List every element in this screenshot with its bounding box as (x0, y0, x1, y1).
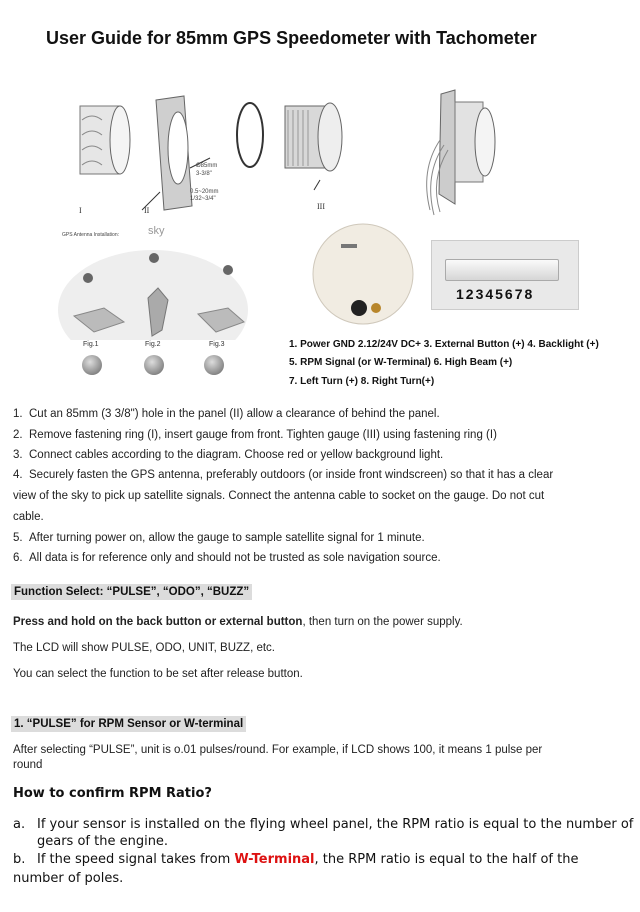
rpm-item-b-line-2: number of poles. (13, 871, 124, 886)
installation-diagram (60, 80, 580, 220)
sky-label: sky (148, 225, 165, 237)
instruction-item: cable. (13, 511, 44, 523)
pulse-line-2: round (13, 759, 43, 771)
assembled-gauge-drawing (427, 90, 495, 215)
page-title: User Guide for 85mm GPS Speedometer with Tachometer (46, 28, 537, 48)
dim-thickness: 0.5~20mm (190, 189, 219, 195)
instruction-item: 3. Connect cables according to the diagram. Choose red or yellow background light. (13, 449, 444, 461)
instruction-item: 5. After turning power on, allow the gauge to sample satellite signal for 1 minute. (13, 532, 425, 544)
antenna-diagram (58, 240, 248, 340)
function-select-line-2: The LCD will show PULSE, ODO, UNIT, BUZZ, etc. (13, 642, 276, 654)
smiley-face-icon (144, 355, 164, 375)
function-select-heading: Function Select: “PULSE”, “ODO”, “BUZZ” (11, 584, 252, 600)
antenna-caption: GPS Antenna Installation: (62, 232, 119, 238)
function-select-line-3: You can select the function to be set after release button. (13, 668, 303, 680)
rpm-item-a-line-2: gears of the engine. (37, 834, 169, 849)
pulse-line-1: After selecting “PULSE”, unit is o.01 pulses/round. For example, if LCD shows 100, it means 1 pulse per (13, 744, 543, 756)
instruction-item: 2. Remove fastening ring (I), insert gauge from front. Tighten gauge (III) using fastening ring (I) (13, 429, 497, 441)
fastening-ring-drawing (80, 106, 130, 174)
rpm-item-b-line-1: If the speed signal takes from W-Terminal, the RPM ratio is equal to the half of the (37, 852, 579, 867)
pinout-line-3: 7. Left Turn (+) 8. Right Turn(+) (289, 376, 435, 387)
label-II: II (144, 206, 150, 215)
satellite-icon (149, 253, 159, 263)
list-marker-a: a. (13, 817, 26, 832)
antenna-socket-icon (371, 303, 381, 313)
function-select-line-1: Press and hold on the back button or external button, then turn on the power supply. (13, 616, 463, 628)
instruction-item: 4. Securely fasten the GPS antenna, preferably outdoors (or inside front windscreen) so that it has a clear (13, 469, 554, 481)
dim-diameter: Ø85mm (196, 163, 218, 169)
gauge-back-drawing (311, 222, 415, 326)
instruction-item: 1. Cut an 85mm (3 3/8") hole in the panel (II) allow a clearance of behind the panel. (13, 408, 440, 420)
w-terminal-highlight: W-Terminal (234, 852, 315, 867)
smiley-face-icon (82, 355, 102, 375)
fig1-label: Fig.1 (83, 341, 99, 348)
label-I: I (79, 206, 82, 215)
connector-image (431, 240, 579, 310)
label-III: III (317, 202, 325, 211)
dim-inch: 3-3/8" (196, 171, 212, 177)
instruction-item: view of the sky to pick up satellite signals. Connect the antenna cable to socket on the gauge. Do not cut (13, 490, 545, 502)
satellite-icon (83, 273, 93, 283)
rpm-item-a-line-1: If your sensor is installed on the flying wheel panel, the RPM ratio is equal to the number of (37, 817, 634, 832)
fig3-label: Fig.3 (209, 341, 225, 348)
connector-pin-numbers: 12345678 (456, 286, 535, 302)
list-marker-b: b. (13, 852, 26, 867)
sad-face-icon (204, 355, 224, 375)
satellite-icon (223, 265, 233, 275)
rpm-ratio-heading: How to confirm RPM Ratio? (13, 786, 212, 801)
dim-thickness-inch: 1/32~3/4" (190, 196, 216, 202)
pinout-line-1: 1. Power GND 2.12/24V DC+ 3. External Button (+) 4. Backlight (+) (289, 339, 599, 350)
back-button-icon (351, 300, 367, 316)
pinout-line-2: 5. RPM Signal (or W-Terminal) 6. High Beam (+) (289, 357, 513, 368)
o-ring-drawing (237, 103, 263, 167)
fig2-label: Fig.2 (145, 341, 161, 348)
gauge-body-drawing (285, 103, 342, 190)
instruction-item: 6. All data is for reference only and should not be trusted as sole navigation source. (13, 552, 441, 564)
connector-plug (445, 259, 559, 281)
pulse-heading: 1. “PULSE” for RPM Sensor or W-terminal (11, 716, 246, 732)
